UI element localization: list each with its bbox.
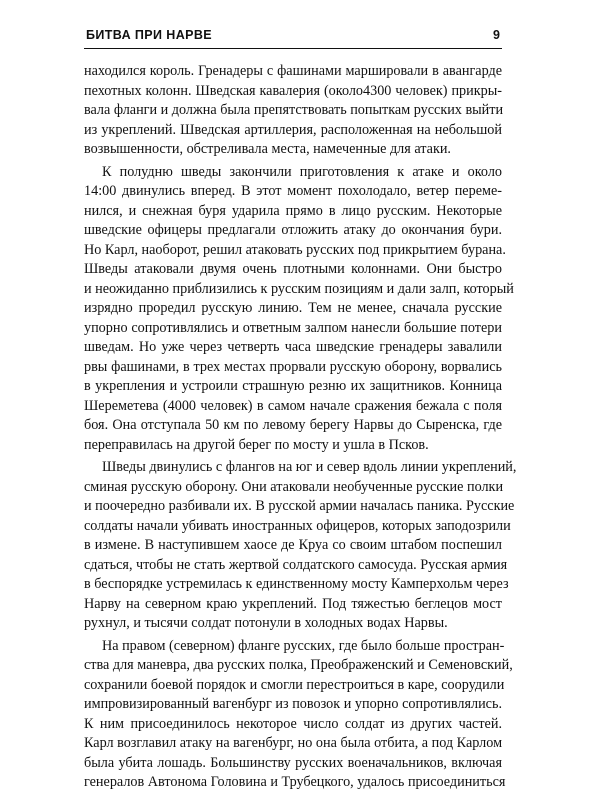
text-line: Нарву на северном краю укреплений. Под тяжестью беглецов мост	[84, 595, 502, 612]
text-line: из укреплений. Шведская артиллерия, расположенная на небольшой	[84, 121, 502, 138]
text-line: сдаться, чтобы не стать жертвой солдатского самосуда. Русская армия	[84, 556, 508, 573]
text-line: сохранили боевой порядок и смогли перестроиться в каре, соорудили	[84, 676, 505, 693]
text-line: и неожиданно приблизились к русским позициям и дали залп, который	[84, 280, 514, 297]
text-line: боя. Она отступала 50 км по левому берегу Нарвы до Сыренска, где	[84, 417, 502, 433]
paragraph	[84, 62, 502, 160]
text-line: К ним присоединилось некоторое число солдат из других частей.	[84, 715, 502, 732]
text-line: сминая русскую оборону. Они атаковали необученные русские полки	[84, 478, 504, 495]
paragraph	[84, 458, 517, 634]
text-line: рухнул, и тысячи солдат потонули в холодных водах Нарвы.	[84, 615, 448, 631]
text-line: 14:00 двинулись вперед. В этот момент похолодало, ветер переме-	[84, 183, 502, 199]
text-line: в укрепления и устроили страшную резню их защитников. Конница	[84, 378, 502, 394]
text-line: Шведы двинулись с флангов на юг и север вдоль линии укреплений,	[102, 459, 517, 475]
text-line: Карл возглавил атаку на вагенбург, но она была отбита, а под Карлом	[84, 735, 503, 751]
chapter-title: БИТВА ПРИ НАРВЕ	[86, 28, 213, 42]
text-line: пехотных колонн. Шведская кавалерия (около4300 человек) прикры-	[84, 82, 502, 99]
running-header	[84, 26, 502, 49]
text-line: рвы фашинами, в трех местах прорвали русскую оборону, ворвались	[84, 358, 502, 375]
text-line: возвышенности, обстреливала места, намеченные для атаки.	[84, 141, 451, 157]
text-line: упорно сопротивлялись и ответным залпом нанесли большие потери	[84, 319, 502, 336]
text-line: К полудню шведы закончили приготовления к атаке и около	[102, 163, 502, 180]
text-line: в измене. В наступившем хаосе де Круа со своим штабом поспешил	[84, 537, 502, 553]
text-line: солдаты начали убивать иностранных офицеров, которых заподозрили	[84, 517, 511, 534]
text-line: шведские офицеры предлагали отложить атаку до окончания бури.	[84, 222, 502, 238]
text-line: Шведы атаковали двумя очень плотными колоннами. Они быстро	[84, 261, 502, 277]
text-line: и поочередно разбивали их. В русской армии началась паника. Русские	[84, 498, 515, 514]
text-line: в беспорядке устремилась к единственному мосту Камперхольм через	[84, 576, 509, 592]
text-line: вала фланги и должна была препятствовать попыткам русских выйти	[84, 102, 504, 118]
text-line: Но Карл, наоборот, решил атаковать русских под прикрытием бурана.	[84, 241, 506, 258]
page-number: 9	[493, 28, 500, 42]
paragraph	[84, 163, 514, 456]
text-line: переправилась на другой берег по мосту и ушла в Псков.	[84, 436, 429, 453]
text-line: нился, и снежная буря ударила прямо в лицо русским. Некоторые	[84, 202, 502, 219]
text-line: На правом (северном) фланге русских, где было больше простран-	[102, 637, 505, 654]
body-text	[84, 62, 517, 796]
text-line: импровизированный вагенбург из повозок и упорно сопротивлялись.	[84, 696, 502, 712]
paragraph	[84, 637, 513, 793]
text-line: была убита лошадь. Большинству русских военачальников, включая	[84, 754, 502, 771]
text-line: изрядно проредил русскую линию. Тем не менее, сначала русские	[84, 300, 502, 316]
text-line: находился король. Гренадеры с фашинами маршировали в авангарде	[84, 63, 502, 79]
text-line: ства для маневра, два русских полка, Преображенский и Семеновский,	[84, 657, 513, 673]
text-line: шведам. Но уже через четверть часа шведские гренадеры завалили	[84, 339, 502, 355]
text-line: генералов Автонома Головина и Трубецкого, удалось присоединиться	[84, 774, 506, 790]
text-line: Шереметева (4000 человек) в самом начале сражения бежала с поля	[84, 397, 502, 414]
